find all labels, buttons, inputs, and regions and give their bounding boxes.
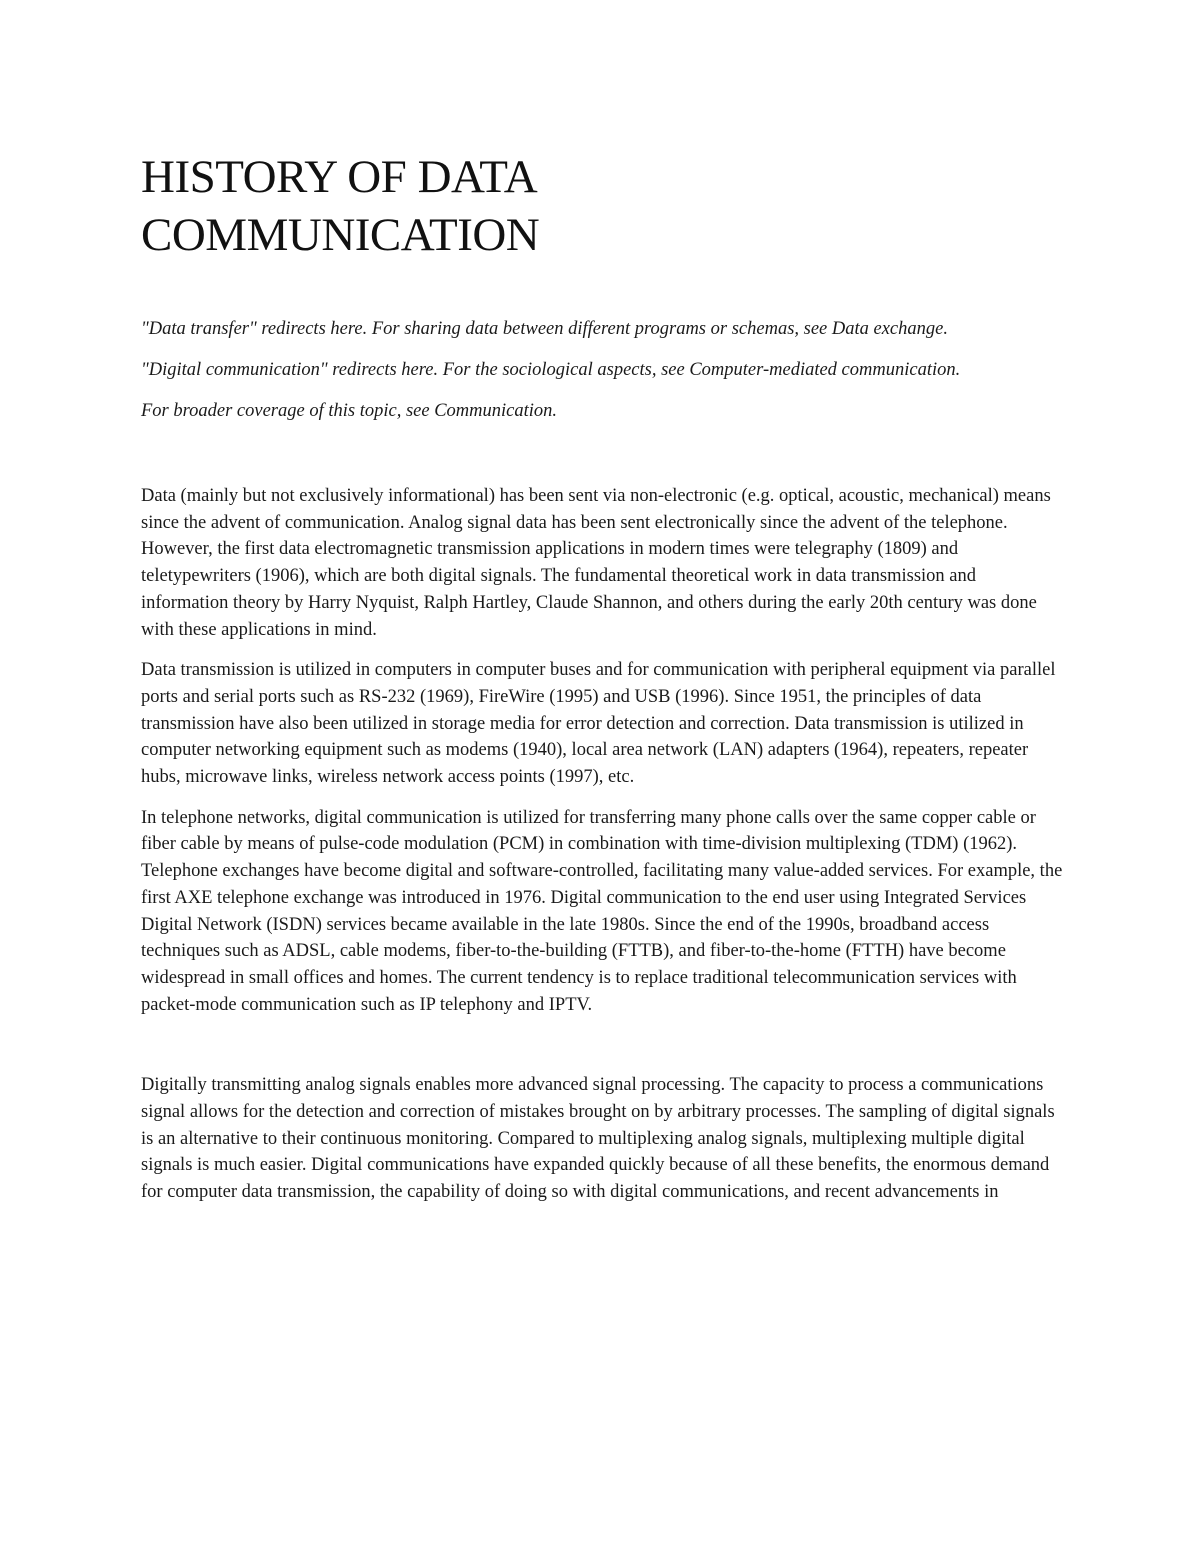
hatnote-communication: For broader coverage of this topic, see Communication. <box>141 401 558 421</box>
document-page <box>141 148 1066 1220</box>
paragraph-digital-signals: Digitally transmitting analog signals enables more advanced signal processing. The capacity to process a communications signal allows for the detection and correction of mistakes brought on by arbitrary processes. The sampling of digital signals is an alternative to their continuous monitoring. Compared to multiplexing analog signals, multiplexing multiple digital signals is much easier. Digital communications have expanded quickly because of all these benefits, the enormous demand for computer data transmission, the capability of doing so with digital communications, and recent advancements in <box>141 1075 1055 1203</box>
document-title: HISTORY OF DATA COMMUNICATION <box>141 151 540 261</box>
paragraph-telephone-networks: In telephone networks, digital communication is utilized for transferring many phone calls over the same copper cable or fiber cable by means of pulse-code modulation (PCM) in combination with time-division multiplexing (TDM) (1962). Telephone exchanges have become digital and software-controlled, facilitating many value-added services. For example, the first AXE telephone exchange was introduced in 1976. Digital communication to the end user using Integrated Services Digital Network (ISDN) services became available in the late 1980s. Since the end of the 1990s, broadband access techniques such as ADSL, cable modems, fiber-to-the-building (FTTB), and fiber-to-the-home (FTTH) have become widespread in small offices and homes. The current tendency is to replace traditional telecommunication services with packet-mode communication such as IP telephony and IPTV. <box>141 807 1063 1015</box>
hatnote-data-transfer: "Data transfer" redirects here. For sharing data between different programs or schemas, see Data exchange. <box>141 319 948 339</box>
hatnote-group <box>141 316 1066 425</box>
paragraph-computers: Data transmission is utilized in computers in computer buses and for communication with peripheral equipment via parallel ports and serial ports such as RS-232 (1969), FireWire (1995) and USB (1996). Since 1951, the principles of data transmission have also been utilized in storage media for error detection and correction. Data transmission is utilized in computer networking equipment such as modems (1940), local area network (LAN) adapters (1964), repeaters, repeater hubs, microwave links, wireless network access points (1997), etc. <box>141 660 1056 788</box>
hatnote-digital-communication: "Digital communication" redirects here. For the sociological aspects, see Computer-mediated communication. <box>141 360 961 380</box>
paragraph-history: Data (mainly but not exclusively informational) has been sent via non-electronic (e.g. optical, acoustic, mechanical) means since the advent of communication. Analog signal data has been sent electronically since the advent of the telephone. However, the first data electromagnetic transmission applications in modern times were telegraphy (1809) and teletypewriters (1906), which are both digital signals. The fundamental theoretical work in data transmission and information theory by Harry Nyquist, Ralph Hartley, Claude Shannon, and others during the early 20th century was done with these applications in mind. <box>141 486 1051 640</box>
document-body <box>141 483 1066 1206</box>
